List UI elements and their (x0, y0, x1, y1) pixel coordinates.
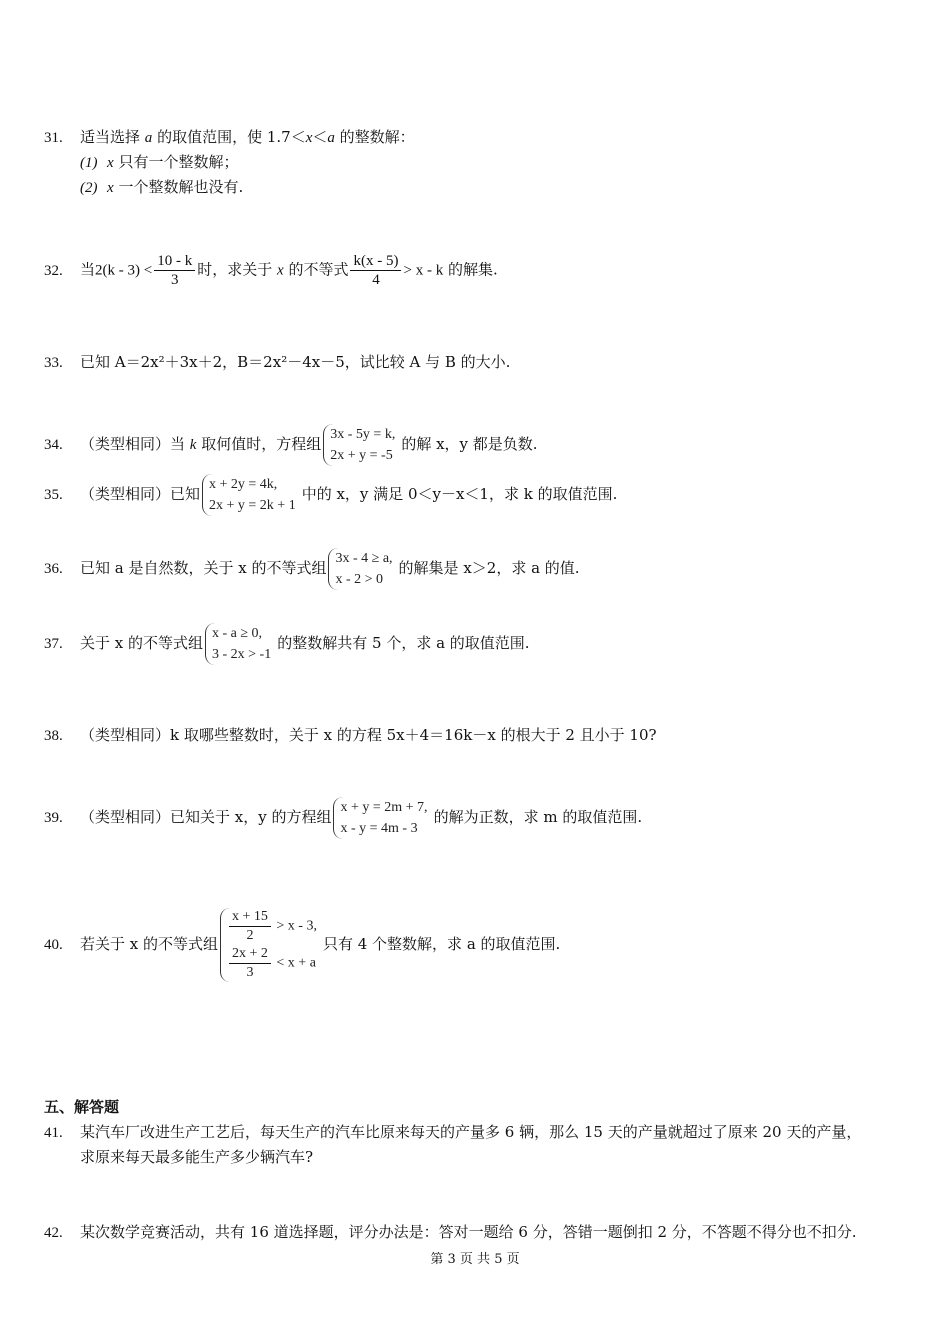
question-31-part-1 (80, 152, 239, 173)
var-x: x (277, 262, 284, 279)
equation-system (333, 797, 431, 839)
question-text: 已知 A＝2x²＋3x＋2，B＝2x²－4x－5，试比较 A 与 B 的大小. (80, 353, 511, 371)
section-title: 五、解答题 (44, 1098, 120, 1116)
question-text: 某次数学竞赛活动，共有 16 道选择题，评分办法是：答对一题给 6 分，答错一题倒扣 2 分，不答题不得分也不扣分. (80, 1223, 857, 1241)
part-label: (1) (80, 155, 98, 171)
question-text: （类型相同）k 取哪些整数时，关于 x 的方程 5x＋4＝16k－x 的根大于 2 且小于 10? (80, 726, 657, 744)
inequality-line (227, 945, 317, 982)
denominator: 3 (170, 272, 179, 288)
question-number: 35. (44, 487, 63, 503)
question-number: 41. (44, 1125, 63, 1141)
text: 的整数解共有 5 个，求 a 的取值范围. (277, 634, 530, 652)
inequality-system (328, 548, 396, 590)
equation-line: x + 2y = 4k, (209, 477, 278, 492)
equation-line: 3x - 5y = k, (330, 427, 396, 442)
text: （类型相同）已知关于 x，y 的方程组 (80, 808, 332, 826)
question-number: 32. (44, 262, 63, 279)
question-36 (44, 548, 930, 590)
question-number: 42. (44, 1225, 63, 1241)
text: 时，求关于 (197, 260, 273, 279)
part-label: (2) (80, 180, 98, 196)
question-41-continued (80, 1147, 930, 1167)
question-32 (44, 252, 930, 289)
question-text: 求原来每天最多能生产多少辆汽车? (80, 1148, 314, 1166)
fraction (229, 908, 271, 945)
var-x: x (107, 155, 114, 171)
denominator: 2 (246, 928, 254, 943)
inequality-line: x - a ≥ 0, (212, 626, 263, 641)
question-31-part-2 (80, 177, 243, 198)
numerator: 2x + 2 (229, 945, 271, 964)
inequality-line: 3 - 2x > -1 (212, 647, 272, 662)
text: 只有 4 个整数解，求 a 的取值范围. (322, 935, 561, 953)
math-expression: < x + a (276, 955, 316, 971)
question-number: 36. (44, 561, 63, 577)
question-number: 33. (44, 355, 63, 371)
denominator: 3 (246, 965, 254, 980)
text: 中的 x，y 满足 0＜y－x＜1，求 k 的取值范围. (301, 485, 618, 503)
text: 的解为正数，求 m 的取值范围. (433, 808, 643, 826)
text: 的取值范围，使 1.7＜ (157, 128, 306, 146)
question-37 (44, 623, 930, 665)
question-40 (44, 908, 930, 982)
math-expression: > x - 3, (276, 918, 317, 934)
equation-line: 2x + y = -5 (330, 448, 393, 463)
text: 若关于 x 的不等式组 (80, 935, 218, 953)
denominator: 4 (372, 272, 380, 288)
fraction (154, 252, 195, 289)
var-a: a (327, 130, 335, 146)
question-number: 37. (44, 636, 63, 652)
question-number: 40. (44, 937, 63, 953)
text: ＜ (312, 128, 328, 146)
var-k: k (189, 437, 197, 453)
text: 的解集. (447, 260, 498, 279)
equation-system (202, 474, 300, 516)
math-expression: > x - k (403, 262, 444, 279)
question-41 (44, 1122, 930, 1143)
text: 只有一个整数解； (118, 153, 239, 171)
text: 的不等式 (288, 260, 349, 279)
equation-line: x + y = 2m + 7, (340, 800, 428, 815)
text: 一个整数解也没有. (118, 178, 244, 196)
numerator: 10 - k (154, 252, 195, 271)
text: 的解集是 x＞2，求 a 的值. (398, 559, 580, 577)
text: 当 (80, 260, 96, 279)
question-34 (44, 424, 930, 466)
equation-line: x - y = 4m - 3 (340, 821, 418, 836)
question-number: 31. (44, 130, 63, 146)
text: （类型相同）当 (80, 435, 186, 453)
inequality-system (220, 908, 321, 982)
text: 适当选择 (80, 128, 141, 146)
inequality-system (205, 623, 275, 665)
question-38 (44, 725, 930, 746)
fraction (350, 252, 401, 289)
inequality-line: x - 2 > 0 (335, 572, 384, 587)
question-number: 39. (44, 810, 63, 826)
question-33 (44, 352, 930, 373)
question-42 (44, 1222, 930, 1243)
question-39 (44, 797, 930, 839)
numerator: x + 15 (229, 908, 271, 927)
inequality-line: 3x - 4 ≥ a, (335, 551, 393, 566)
question-35 (44, 474, 930, 516)
text: 关于 x 的不等式组 (80, 634, 203, 652)
question-number: 38. (44, 728, 63, 744)
var-a: a (144, 130, 153, 146)
text: 的解 x，y 都是负数. (401, 435, 538, 453)
text: 的整数解： (339, 128, 415, 146)
numerator: k(x - 5) (350, 252, 401, 271)
text: （类型相同）已知 (80, 485, 201, 503)
text: 取何值时，方程组 (201, 435, 322, 453)
equation-system (323, 424, 399, 466)
var-x: x (107, 180, 114, 196)
equation-line: 2x + y = 2k + 1 (209, 498, 296, 513)
question-number: 34. (44, 437, 63, 453)
text: 已知 a 是自然数，关于 x 的不等式组 (80, 559, 327, 577)
var-x: x (305, 130, 313, 146)
math-expression: 2(k - 3) < (95, 262, 153, 279)
inequality-line (227, 908, 317, 945)
question-31 (44, 127, 930, 148)
page-footer: 第 3 页 共 5 页 (430, 1252, 520, 1267)
question-text: 某汽车厂改进生产工艺后，每天生产的汽车比原来每天的产量多 6 辆，那么 15 天的产量就超过了原来 20 天的产量， (80, 1123, 862, 1141)
fraction (229, 945, 271, 982)
